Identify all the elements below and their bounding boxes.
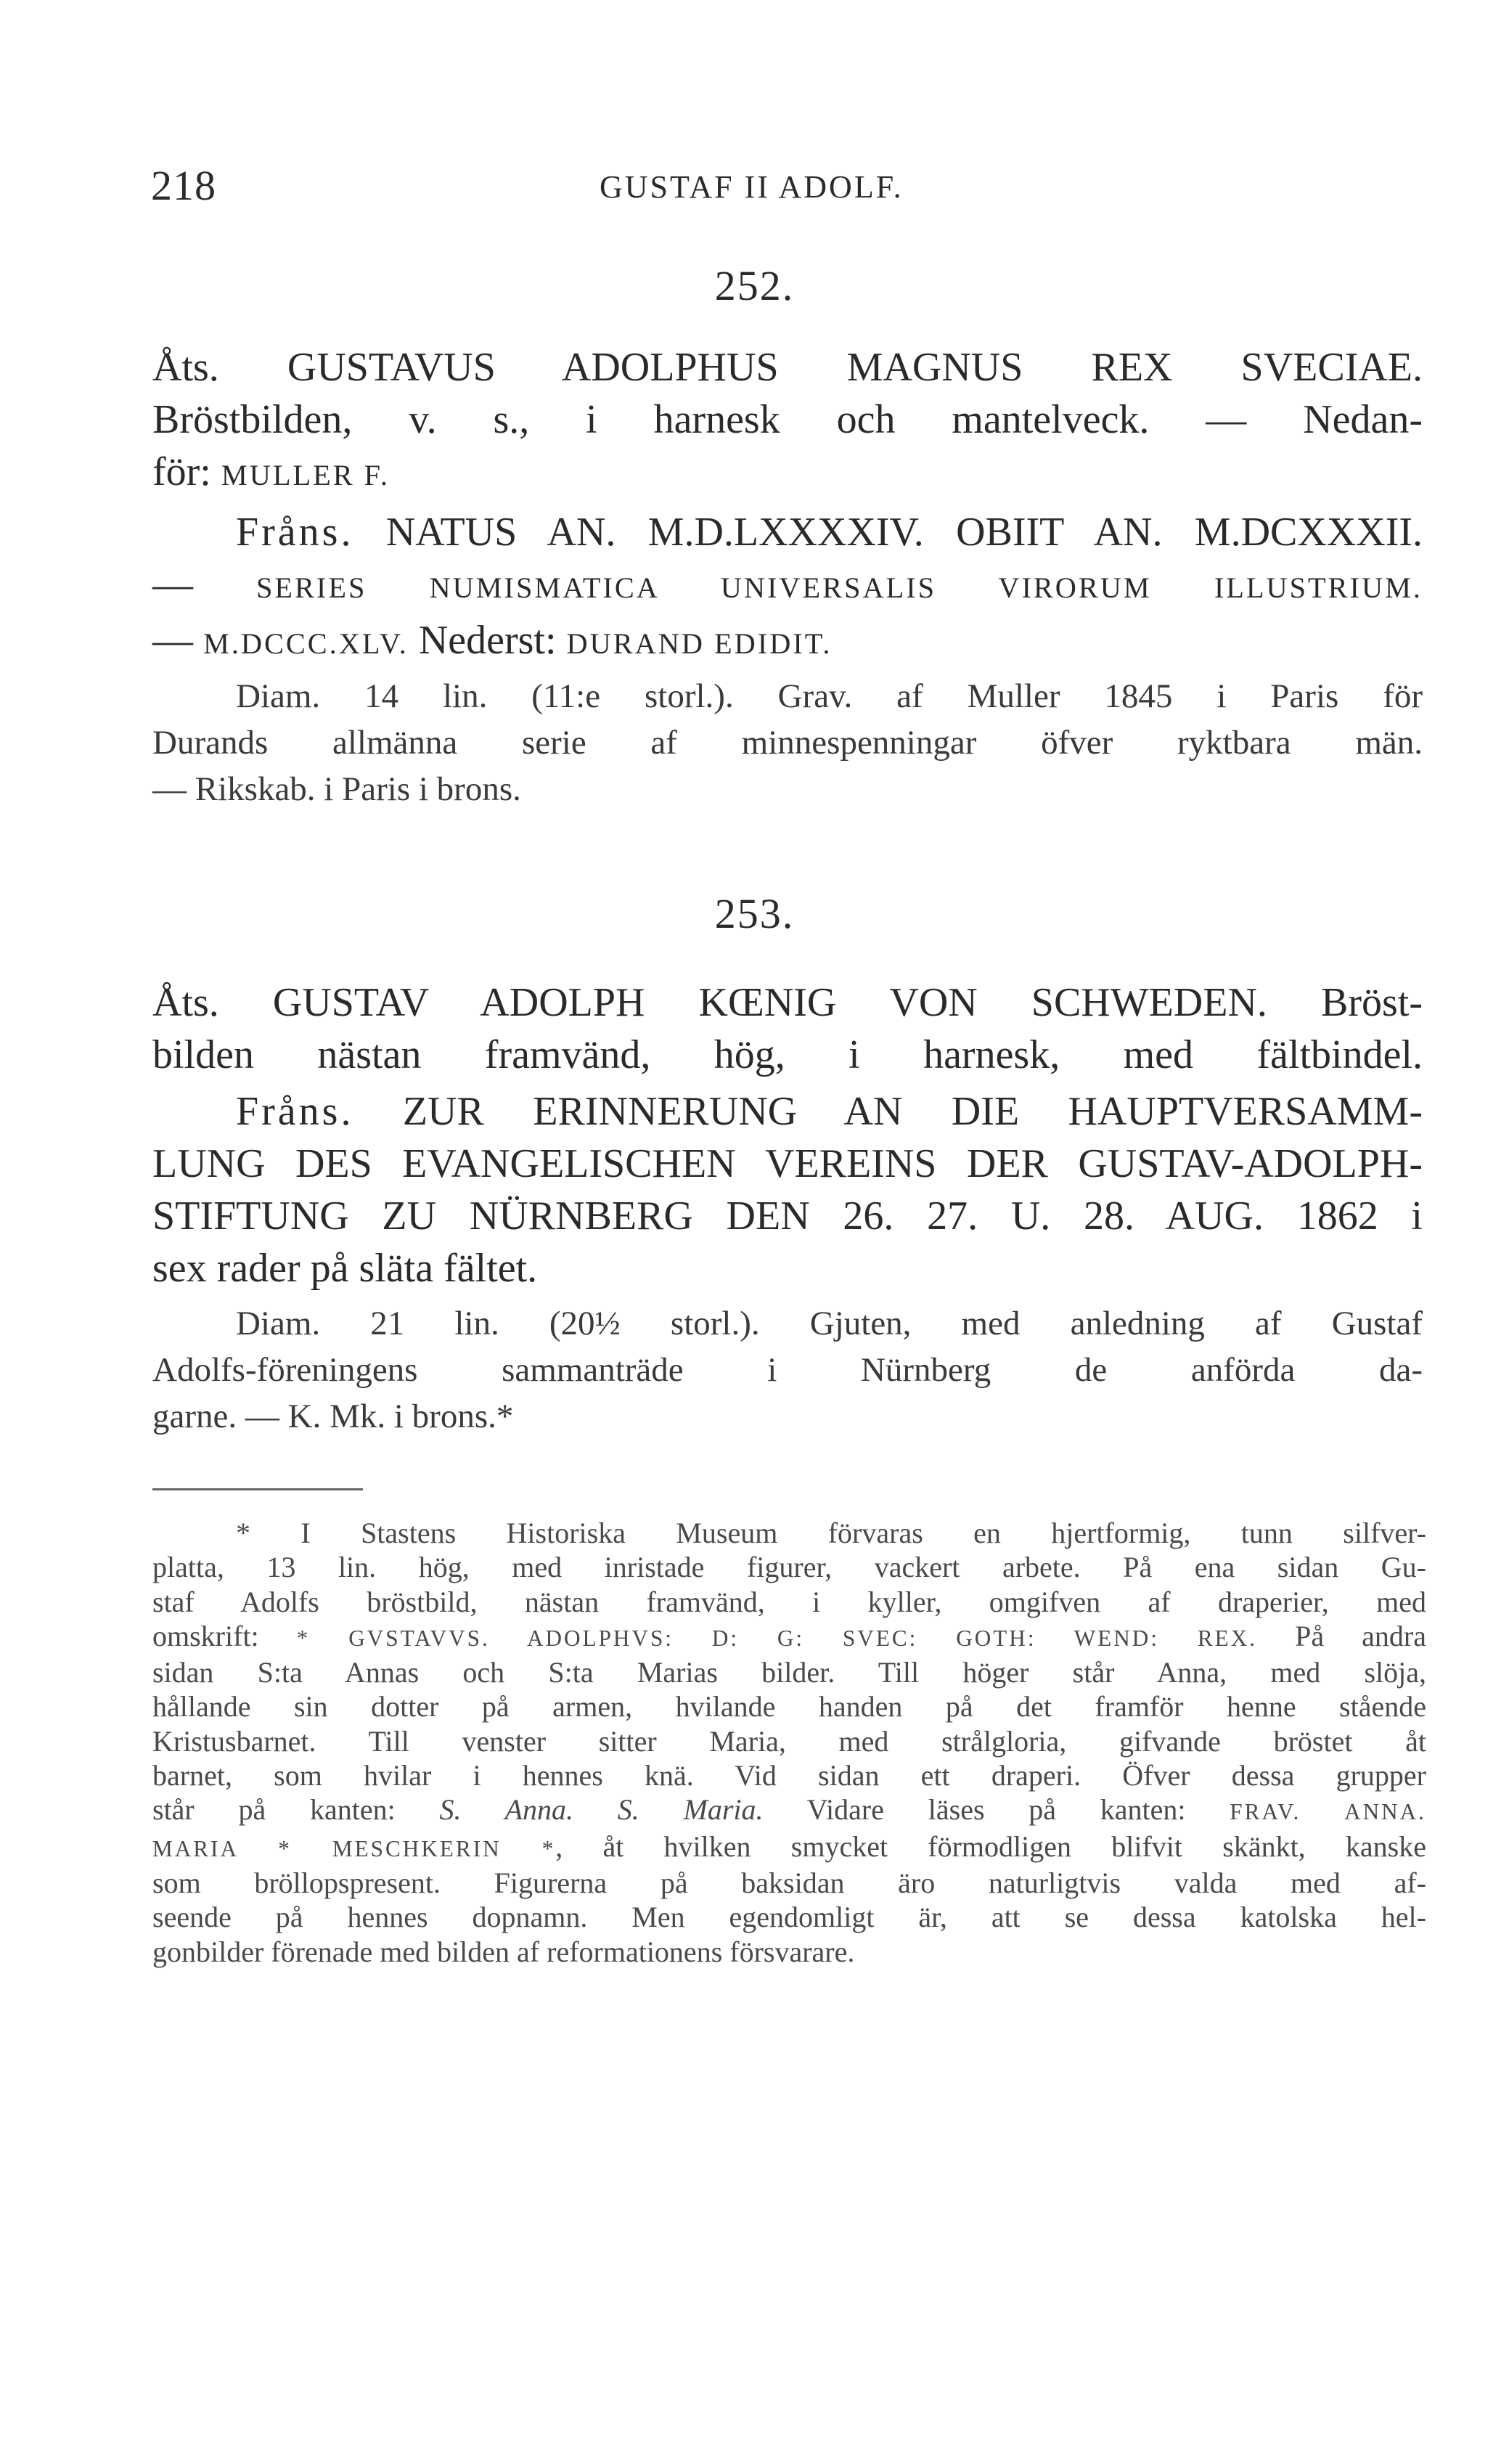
entry-253-text xyxy=(152,976,1423,1440)
footnote-line: seende på hennes dopnamn. Men egendomligt är, att se dessa katolska hel- xyxy=(152,1901,1426,1934)
footnote-line: står på kanten: S. Anna. S. Maria. Vidare läses på kanten: FRAV. ANNA. xyxy=(152,1793,1426,1827)
text-line: för: MULLER F. xyxy=(152,449,390,494)
footnote-line: Kristusbarnet. Till venster sitter Maria, med strålgloria, gifvande bröstet åt xyxy=(152,1724,1426,1758)
running-title: GUSTAF II ADOLF. xyxy=(600,169,904,205)
footnote-line: staf Adolfs bröstbild, nästan framvänd, i kyller, omgifven af draperier, med xyxy=(152,1585,1426,1618)
footnote-line: hållande sin dotter på armen, hvilande handen på det framför henne stående xyxy=(152,1690,1426,1723)
footnote-line: * I Stastens Historiska Museum förvaras en hjertformig, tunn silfver- xyxy=(236,1517,1426,1549)
text-line: garne. — K. Mk. i brons.* xyxy=(152,1398,514,1435)
entry-252-text xyxy=(152,341,1423,812)
entry-number-253: 253. xyxy=(714,890,795,937)
text-line: Fråns. NATUS AN. M.D.LXXXXIV. OBIIT AN. M.DCXXXII. xyxy=(236,510,1423,555)
footnote xyxy=(152,1516,1426,1969)
text-line: — SERIES NUMISMATICA UNIVERSALIS VIRORUM ILLUSTRIUM. xyxy=(152,562,1423,607)
text-line: STIFTUNG ZU NÜRNBERG DEN 26. 27. U. 28. AUG. 1862 i xyxy=(152,1194,1423,1239)
text-line: — Rikskab. i Paris i brons. xyxy=(152,770,521,808)
text-line: bilden nästan framvänd, hög, i harnesk, med fältbindel. xyxy=(152,1032,1423,1077)
text-line: Åts. GUSTAVUS ADOLPHUS MAGNUS REX SVECIAE. xyxy=(152,345,1423,390)
text-line: Åts. GUSTAV ADOLPH KŒNIG VON SCHWEDEN. Bröst- xyxy=(152,980,1423,1025)
text-line: — M.DCCC.XLV. Nederst: DURAND EDIDIT. xyxy=(152,618,833,663)
text-line: Diam. 14 lin. (11:e storl.). Grav. af Muller 1845 i Paris för xyxy=(236,677,1423,715)
footnote-divider xyxy=(152,1488,363,1490)
entry-number-252: 252. xyxy=(714,262,795,309)
page-header xyxy=(0,161,1509,212)
page-number: 218 xyxy=(151,162,216,209)
text-line: Fråns. ZUR ERINNERUNG AN DIE HAUPTVERSAMM- xyxy=(236,1089,1423,1134)
text-line: LUNG DES EVANGELISCHEN VEREINS DER GUSTAV-ADOLPH- xyxy=(152,1141,1423,1186)
footnote-line: gonbilder förenade med bilden af reformationens försvarare. xyxy=(152,1935,855,1968)
text-line: Diam. 21 lin. (20½ storl.). Gjuten, med anledning af Gustaf xyxy=(236,1305,1423,1342)
footnote-line: omskrift: * GVSTAVVS. ADOLPHVS: D: G: SVEC: GOTH: WEND: REX. På andra xyxy=(152,1619,1426,1652)
text-line: Bröstbilden, v. s., i harnesk och mantelveck. — Nedan- xyxy=(152,397,1423,442)
text-line: Durands allmänna serie af minnespenningar öfver ryktbara män. xyxy=(152,724,1423,762)
footnote-line: som bröllopspresent. Figurerna på baksidan äro naturligtvis valda med af- xyxy=(152,1866,1426,1899)
footnote-line: sidan S:ta Annas och S:ta Marias bilder. Till höger står Anna, med slöja, xyxy=(152,1656,1426,1689)
footnote-line: MARIA * MESCHKERIN *, åt hvilken smycket förmodligen blifvit skänkt, kanske xyxy=(152,1829,1426,1863)
footnote-line: platta, 13 lin. hög, med inristade figurer, vackert arbete. På ena sidan Gu- xyxy=(152,1551,1426,1584)
text-line: Adolfs-föreningens sammanträde i Nürnberg de anförda da- xyxy=(152,1351,1423,1389)
text-line: sex rader på släta fältet. xyxy=(152,1246,538,1291)
footnote-line: barnet, som hvilar i hennes knä. Vid sidan ett draperi. Öfver dessa grupper xyxy=(152,1759,1426,1792)
